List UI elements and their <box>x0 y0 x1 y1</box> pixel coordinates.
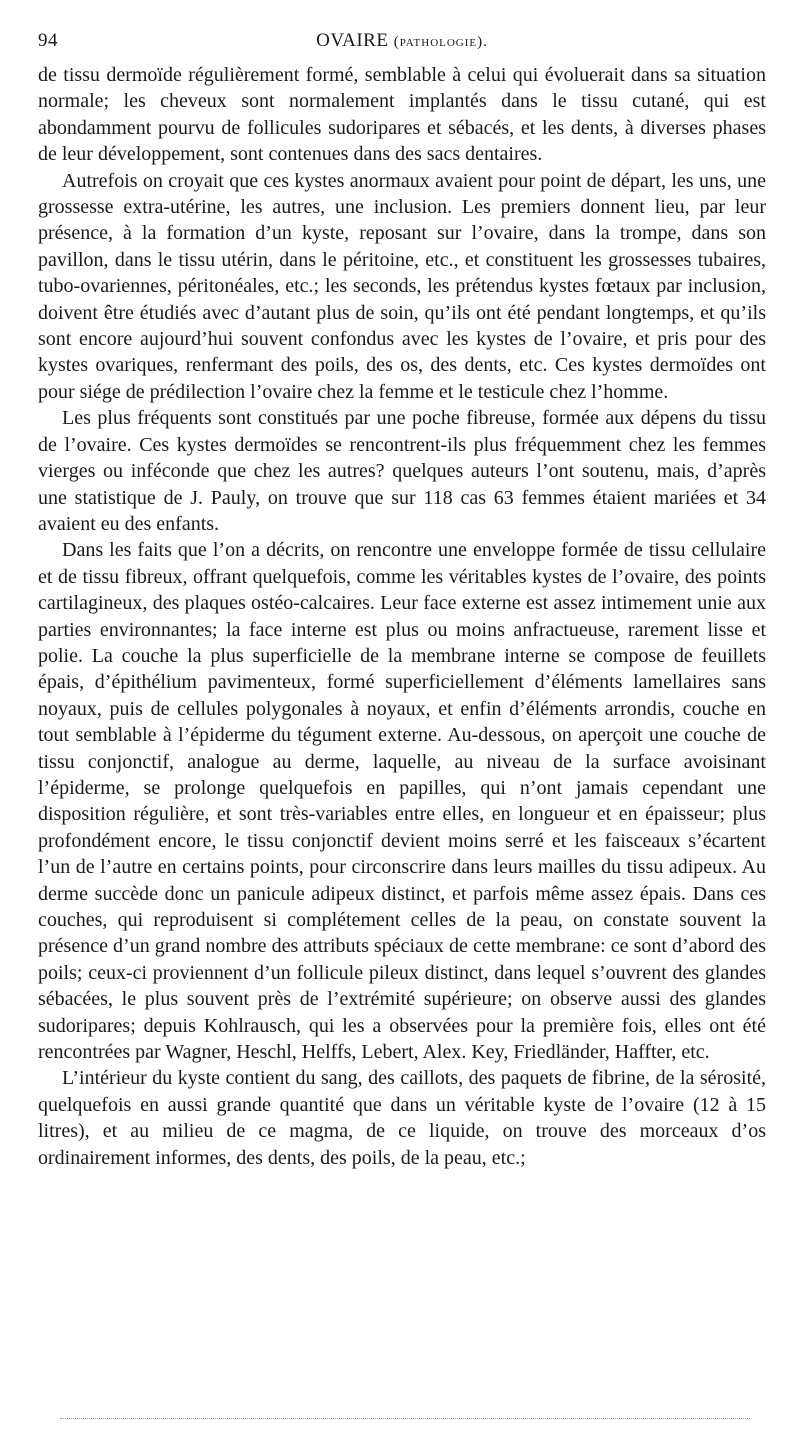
page-bottom-rule <box>60 1418 750 1419</box>
running-title-main: OVAIRE <box>316 30 389 51</box>
paragraph: L’intérieur du kyste contient du sang, des caillots, des paquets de fibrine, de la sérosité, quelquefois en aussi grande quantité que dans un véritable kyste de l’ovaire (12 à 15 litres), et au milieu de ce magma, de ce liquide, on trouve des morceaux d’os ordinairement informes, des dents, des poils, de la peau, etc.; <box>38 1067 766 1169</box>
paragraph: de tissu dermoïde régulièrement formé, semblable à celui qui évoluerait dans sa situation normale; les cheveux sont normalement implantés dans le tissu cutané, qui est abondamment pourvu de follicules sudoripares et sébacés, et les dents, à diverses phases de leur développement, sont contenues dans des sacs dentaires. <box>38 64 766 166</box>
book-page <box>38 26 766 1171</box>
paragraph: Dans les faits que l’on a décrits, on rencontre une enveloppe formée de tissu cellulaire et de tissu fibreux, offrant quelquefois, comme les véritables kystes de l’ovaire, des points cartilagineux, des plaques ostéo-calcaires. Leur face externe est assez intimement unie aux parties environnantes; la face interne est plus ou moins anfractueuse, rarement lisse et polie. La couche la plus superficielle de la membrane interne se compose de feuillets épais, d’épithélium pavimenteux, formé superficiellement d’éléments lamellaires sans noyaux, puis de cellules polygonales à noyaux, et enfin d’éléments arrondis, couche en tout semblable à l’épiderme du tégument externe. Au-dessous, on aperçoit une couche de tissu conjonctif, analogue au derme, laquelle, au niveau de la surface avoisinant l’épiderme, se prolonge quelquefois en papilles, qui n’ont jamais cependant une disposition régulière, et sont très-variables entre elles, en longueur et en épaisseur; plus profondément encore, le tissu conjonctif devient moins serré et les faisceaux s’écartent l’un de l’autre en certains points, pour circonscrire dans leurs mailles du tissu adipeux. Au derme succède donc un panicule adipeux distinct, et parfois même assez épais. Dans ces couches, qui reproduisent si complétement celles de la peau, on constate souvent la présence d’un grand nombre des attributs spéciaux de cette membrane: ce sont d’abord des poils; ceux-ci proviennent d’un follicule pileux distinct, dans lequel s’ouvrent des glandes sébacées, le plus souvent près de l’extrémité supérieure; on observe aussi des glandes sudoripares; depuis Kohlrausch, qui les a observées pour la première fois, elles ont été rencontrées par Wagner, Heschl, Helffs, Lebert, Alex. Key, Friedländer, Haffter, etc. <box>38 539 766 1064</box>
paragraph: Autrefois on croyait que ces kystes anormaux avaient pour point de départ, les uns, une grossesse extra-utérine, les autres, une inclusion. Les premiers donnent lieu, par leur présence, à la formation d’un kyste, reposant sur l’ovaire, dans la trompe, dans son pavillon, dans le tissu utérin, dans le péritoine, etc., et constituent les grossesses tubaires, tubo-ovariennes, péritonéales, etc.; les seconds, les prétendus kystes fœtaux par inclusion, doivent être étudiés avec d’autant plus de soin, qu’ils ont été pendant longtemps, et qu’ils sont encore aujourd’hui souvent confondus avec les kystes de l’ovaire, et pris pour des kystes ovariques, renfermant des poils, des os, des dents, etc. Ces kystes dermoïdes ont pour siége de prédilection l’ovaire chez la femme et le testicule chez l’homme. <box>38 169 766 403</box>
running-head <box>38 26 766 62</box>
page-number: 94 <box>38 30 58 51</box>
running-title <box>38 30 766 52</box>
paragraph: Les plus fréquents sont constitués par une poche fibreuse, formée aux dépens du tissu de l’ovaire. Ces kystes dermoïdes se rencontrent-ils plus fréquemment chez les femmes vierges ou inféconde que chez les autres? quelques auteurs l’ont soutenu, mais, d’après une statistique de J. Pauly, on trouve que sur 118 cas 63 femmes étaient mariées et 34 avaient eu des enfants. <box>38 407 766 535</box>
running-title-sub: (pathologie). <box>393 34 488 50</box>
body-text <box>38 62 766 1171</box>
